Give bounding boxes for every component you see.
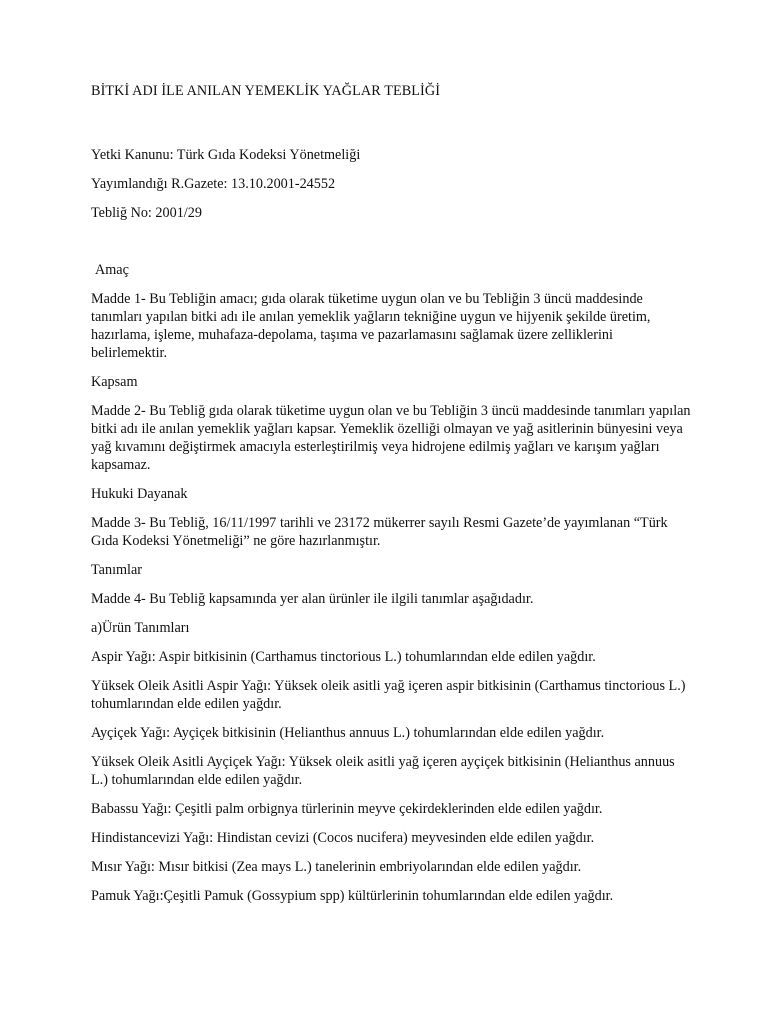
definition-pamuk: Pamuk Yağı:Çeşitli Pamuk (Gossypium spp) kültürlerinin tohumlarından elde edilen yağdır. bbox=[91, 888, 614, 904]
article-2: Madde 2- Bu Tebliğ gıda olarak tüketime uygun olan ve bu Tebliğin 3 üncü maddesinde tanımları yapılan bitki adı ile anılan yemeklik yağları kapsar. Yemeklik özelliği olmayan ve yağ asitlerinin bünyesini veya yağ kıvamını değiştirmek amacıyla esterleştirilmiş veya hidrojene edilmiş yağları ve karışım yağları kapsamaz. bbox=[91, 403, 691, 473]
published-line: Yayımlandığı R.Gazete: 13.10.2001-24552 bbox=[91, 176, 336, 192]
authority-line: Yetki Kanunu: Türk Gıda Kodeksi Yönetmeliği bbox=[91, 147, 361, 163]
definition-yuksek-oleik-aspir: Yüksek Oleik Asitli Aspir Yağı: Yüksek oleik asitli yağ içeren aspir bitkisinin (Carthamus tinctorious L.) tohumlarından elde edilen yağdır. bbox=[91, 678, 686, 712]
section-heading-kapsam: Kapsam bbox=[91, 374, 138, 390]
subsection-heading-urun-tanimlari: a)Ürün Tanımları bbox=[91, 620, 190, 636]
number-line: Tebliğ No: 2001/29 bbox=[91, 205, 202, 221]
definition-hindistancevizi: Hindistancevizi Yağı: Hindistan cevizi (Cocos nucifera) meyvesinden elde edilen yağdır. bbox=[91, 830, 595, 846]
definition-misir: Mısır Yağı: Mısır bitkisi (Zea mays L.) tanelerinin embriyolarından elde edilen yağdır. bbox=[91, 859, 582, 875]
section-heading-tanimlar: Tanımlar bbox=[91, 562, 143, 578]
definition-aspir: Aspir Yağı: Aspir bitkisinin (Carthamus tinctorious L.) tohumlarından elde edilen yağdır. bbox=[91, 649, 596, 665]
section-heading-hukuki-dayanak: Hukuki Dayanak bbox=[91, 486, 188, 502]
document-title: BİTKİ ADI İLE ANILAN YEMEKLİK YAĞLAR TEBLİĞİ bbox=[91, 83, 441, 99]
section-heading-amac: Amaç bbox=[95, 262, 129, 278]
article-3: Madde 3- Bu Tebliğ, 16/11/1997 tarihli ve 23172 mükerrer sayılı Resmi Gazete’de yayımlanan “Türk Gıda Kodeksi Yönetmeliği” ne göre hazırlanmıştır. bbox=[91, 515, 668, 549]
definition-yuksek-oleik-aycicek: Yüksek Oleik Asitli Ayçiçek Yağı: Yüksek oleik asitli yağ içeren ayçiçek bitkisinin (Helianthus annuus L.) tohumlarından elde edilen yağdır. bbox=[91, 754, 675, 788]
article-1: Madde 1- Bu Tebliğin amacı; gıda olarak tüketime uygun olan ve bu Tebliğin 3 üncü maddesinde tanımları yapılan bitki adı ile anılan yemeklik yağların tekniğine uygun ve hijyenik şekilde üretim, hazırlama, işleme, muhafaza-depolama, taşıma ve pazarlamasını sağlamak üzere zelliklerini belirlemektir. bbox=[91, 291, 651, 361]
article-4: Madde 4- Bu Tebliğ kapsamında yer alan ürünler ile ilgili tanımlar aşağıdadır. bbox=[91, 591, 534, 607]
definition-babassu: Babassu Yağı: Çeşitli palm orbignya türlerinin meyve çekirdeklerinden elde edilen yağdır. bbox=[91, 801, 603, 817]
document-page bbox=[91, 82, 691, 916]
definition-aycicek: Ayçiçek Yağı: Ayçiçek bitkisinin (Helianthus annuus L.) tohumlarından elde edilen yağdır. bbox=[91, 725, 605, 741]
